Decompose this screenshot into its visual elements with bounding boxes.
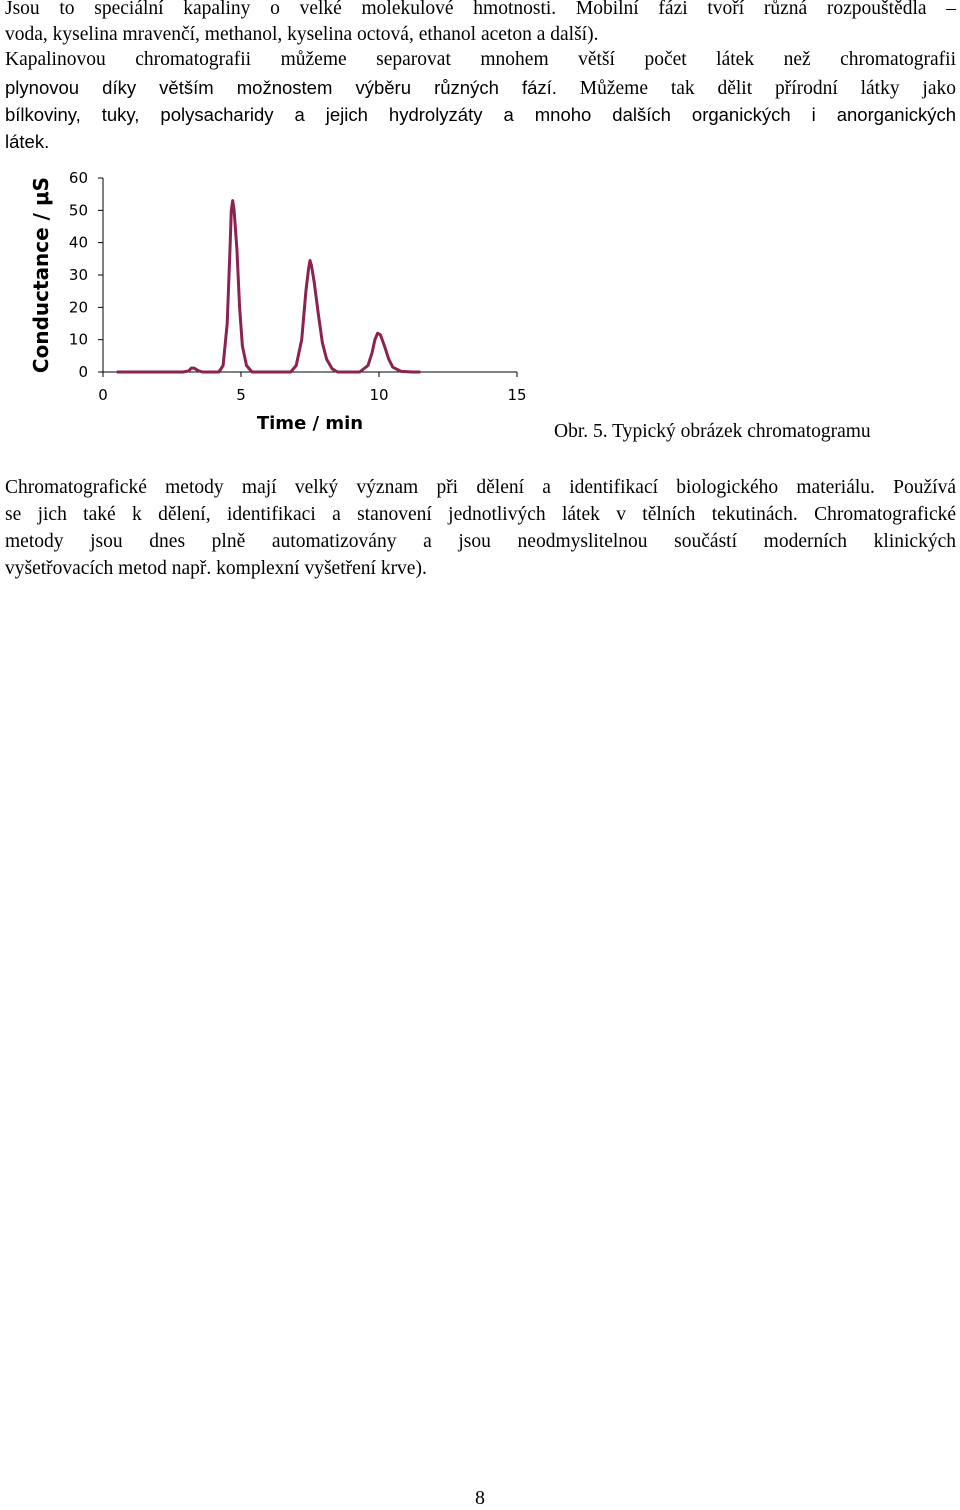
x-axis-title: Time / min [256, 413, 364, 434]
figure-caption: Obr. 5. Typický obrázek chromatogramu [554, 421, 871, 442]
chromatogram-chart [0, 160, 560, 440]
paragraph-3-line-2: se jich také k dělení, identifikaci a stanovení jednotlivých látek v tělních tekutinách. Chromatografické [5, 504, 956, 525]
chart-ticks [69, 169, 527, 404]
chart-series [117, 201, 421, 372]
y-tick-label: 60 [68, 169, 88, 187]
paragraph-2-line-2-sans-part: plynovou díky větším možnostem výběru různých fází. [5, 77, 557, 98]
y-tick-label: 0 [78, 363, 88, 381]
paragraph-3-line-1: Chromatografické metody mají velký význam při dělení a identifikací biologického materiálu. Používá [5, 477, 956, 498]
y-tick-label: 20 [68, 298, 88, 317]
y-tick-label: 40 [68, 233, 88, 252]
y-tick-label: 50 [68, 201, 88, 220]
paragraph-1-line-1: Jsou to speciální kapaliny o velké molekulové hmotnosti. Mobilní fázi tvoří různá rozpouštědla – [5, 0, 956, 19]
paragraph-3-line-4: vyšetřovacích metod např. komplexní vyšetření krve). [5, 558, 427, 579]
page-number: 8 [475, 1487, 485, 1509]
x-tick-label: 5 [236, 386, 246, 404]
y-tick-label: 30 [68, 266, 88, 284]
paragraph-3-line-3: metody jsou dnes plně automatizovány a jsou neodmyslitelnou součástí moderních klinických [5, 531, 956, 552]
y-tick-label: 10 [68, 330, 88, 349]
y-axis-title: Conductance / μS [29, 176, 53, 374]
x-tick-label: 15 [507, 386, 527, 404]
paragraph-1-line-2: voda, kyselina mravenčí, methanol, kyselina octová, ethanol aceton a další). [5, 24, 599, 45]
x-tick-label: 10 [369, 386, 389, 404]
paragraph-2-line-4: látek. [5, 131, 50, 152]
x-tick-label: 0 [98, 386, 108, 404]
paragraph-2-line-3: bílkoviny, tuky, polysacharidy a jejich hydrolyzáty a mnoho dalších organických i anorganických [5, 104, 956, 125]
paragraph-2-line-2-serif-part: Můžeme tak dělit přírodní látky jako [579, 78, 957, 99]
series-line [117, 201, 421, 372]
chart-axes [103, 178, 517, 372]
paragraph-2-line-1: Kapalinovou chromatografii můžeme separovat mnohem větší počet látek než chromatografii [5, 49, 956, 70]
paragraph-2-line-2 [5, 75, 956, 102]
